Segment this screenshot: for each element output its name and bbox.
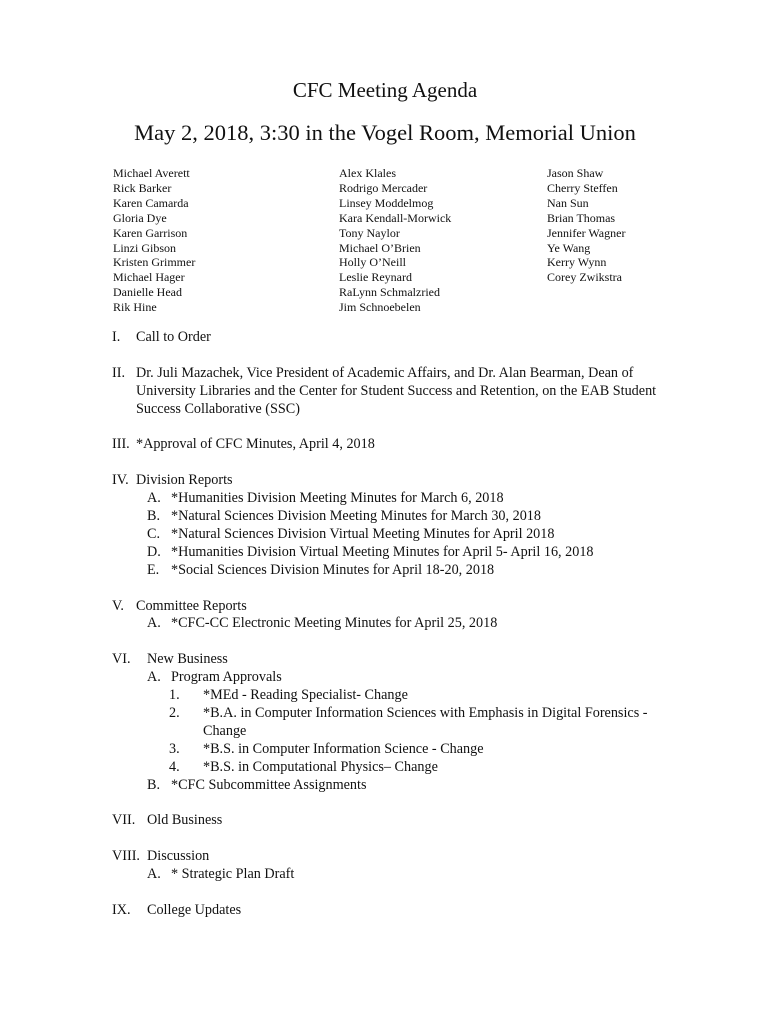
page-title: CFC Meeting Agenda <box>292 78 478 102</box>
sub-item <box>112 615 712 633</box>
sub-item-letter: E. <box>147 561 160 578</box>
item-text: Division Reports <box>136 472 233 489</box>
member-name: Danielle Head <box>113 285 182 300</box>
member-name: Linsey Moddelmog <box>339 195 434 210</box>
member-name: Michael O’Brien <box>339 240 421 255</box>
member-name: Karen Camarda <box>113 195 189 210</box>
agenda-item-presentation <box>112 365 712 419</box>
member-name: Jason Shaw <box>547 166 604 180</box>
sub-item <box>112 490 712 508</box>
program-item-number: 4. <box>169 758 180 775</box>
program-item-text: *B.S. in Computational Physics– Change <box>203 758 438 775</box>
member-name: Rick Barker <box>113 180 172 195</box>
program-item-text: *MEd - Reading Specialist- Change <box>203 687 408 704</box>
agenda-item-division-reports <box>112 472 712 579</box>
member-name: Linzi Gibson <box>113 240 176 255</box>
member-name: Michael Averett <box>113 166 190 180</box>
sub-item-text: *CFC-CC Electronic Meeting Minutes for April 25, 2018 <box>171 615 498 632</box>
member-name: Rodrigo Mercader <box>339 180 428 195</box>
sub-item <box>112 544 712 562</box>
member-name: Leslie Reynard <box>339 270 412 285</box>
members-column-1 <box>113 166 195 315</box>
program-item-text: *B.S. in Computer Information Science - Change <box>203 740 484 757</box>
item-number: IX. <box>112 901 131 918</box>
sub-item-letter: A. <box>147 615 161 632</box>
sub-item <box>112 669 712 687</box>
program-item <box>112 705 712 741</box>
item-number: II. <box>112 364 125 381</box>
item-number: VI. <box>112 651 131 668</box>
sub-item-letter: B. <box>147 776 161 793</box>
member-name: Kara Kendall-Morwick <box>339 210 452 225</box>
agenda-item-new-business <box>112 651 712 794</box>
sub-item-text: *CFC Subcommittee Assignments <box>171 776 367 793</box>
program-item-text: *B.A. in Computer Information Sciences with Emphasis in Digital Forensics - Change <box>203 704 648 739</box>
member-name: Cherry Steffen <box>547 180 618 195</box>
agenda-item-approval-minutes <box>112 436 712 454</box>
program-item-number: 1. <box>169 687 180 704</box>
members-column-3 <box>547 166 625 285</box>
sub-item-letter: D. <box>147 543 161 560</box>
item-text: New Business <box>147 651 228 668</box>
member-name: Jim Schnoebelen <box>339 300 421 315</box>
member-name: Gloria Dye <box>113 210 167 225</box>
sub-item-letter: B. <box>147 508 161 525</box>
member-name: Rik Hine <box>113 300 157 315</box>
item-text: *Approval of CFC Minutes, April 4, 2018 <box>136 436 375 453</box>
sub-item-text: *Natural Sciences Division Virtual Meeting Minutes for April 2018 <box>171 525 555 542</box>
member-name: Nan Sun <box>547 195 589 210</box>
sub-item-letter: A. <box>147 669 161 686</box>
member-name: Brian Thomas <box>547 210 616 225</box>
sub-item-text: *Natural Sciences Division Meeting Minutes for March 30, 2018 <box>171 508 541 525</box>
agenda-item-college-updates <box>112 902 712 920</box>
sub-item-letter: A. <box>147 866 161 883</box>
item-text: Old Business <box>147 812 223 829</box>
member-name: Tony Naylor <box>339 225 400 240</box>
sub-item <box>112 508 712 526</box>
agenda-item-old-business <box>112 812 712 830</box>
meeting-date-location: May 2, 2018, 3:30 in the Vogel Room, Memorial Union <box>134 120 636 145</box>
agenda-item-discussion <box>112 848 712 884</box>
item-number: VII. <box>112 812 136 829</box>
members-column-2 <box>339 166 451 315</box>
item-number: IV. <box>112 472 129 489</box>
item-text: Discussion <box>147 848 210 865</box>
sub-item <box>112 866 712 884</box>
sub-item-letter: C. <box>147 525 161 542</box>
agenda-item-call-to-order <box>112 329 712 347</box>
item-number: V. <box>112 597 124 614</box>
item-number: III. <box>112 436 130 453</box>
item-number: VIII. <box>112 848 140 865</box>
sub-item-text: Program Approvals <box>171 669 282 686</box>
sub-item-text: *Humanities Division Meeting Minutes for March 6, 2018 <box>171 490 504 507</box>
member-name: Kristen Grimmer <box>113 255 196 270</box>
sub-item-text: *Humanities Division Virtual Meeting Minutes for April 5- April 16, 2018 <box>171 543 594 560</box>
sub-item-text: *Social Sciences Division Minutes for April 18-20, 2018 <box>171 561 495 578</box>
item-text: Committee Reports <box>136 597 247 614</box>
sub-item-text: * Strategic Plan Draft <box>171 866 295 883</box>
member-name: RaLynn Schmalzried <box>339 285 440 300</box>
member-name: Jennifer Wagner <box>547 225 626 240</box>
member-name: Holly O’Neill <box>339 255 406 270</box>
sub-item <box>112 562 712 580</box>
program-item-number: 2. <box>169 704 180 721</box>
program-item-number: 3. <box>169 740 180 757</box>
item-text: Call to Order <box>136 329 211 345</box>
item-text: College Updates <box>147 901 242 918</box>
member-name: Alex Klales <box>339 166 396 180</box>
member-name: Kerry Wynn <box>547 255 607 270</box>
item-text: Dr. Juli Mazachek, Vice President of Academic Affairs, and Dr. Alan Bearman, Dean of <box>136 364 634 381</box>
item-text-continued: University Libraries and the Center for Student Success and Retention, on the EAB Student <box>136 382 657 399</box>
member-name: Karen Garrison <box>113 225 188 240</box>
sub-item <box>112 777 712 795</box>
program-item <box>112 741 712 759</box>
member-name: Michael Hager <box>113 270 185 285</box>
program-item <box>112 687 712 705</box>
program-item <box>112 759 712 777</box>
sub-item <box>112 526 712 544</box>
item-number: I. <box>112 329 121 345</box>
item-text-continued: Success Collaborative (SSC) <box>136 400 300 417</box>
member-name: Corey Zwikstra <box>547 270 622 285</box>
agenda-item-committee-reports <box>112 598 712 634</box>
agenda-list <box>112 329 712 938</box>
sub-item-letter: A. <box>147 490 161 507</box>
member-name: Ye Wang <box>547 240 591 255</box>
